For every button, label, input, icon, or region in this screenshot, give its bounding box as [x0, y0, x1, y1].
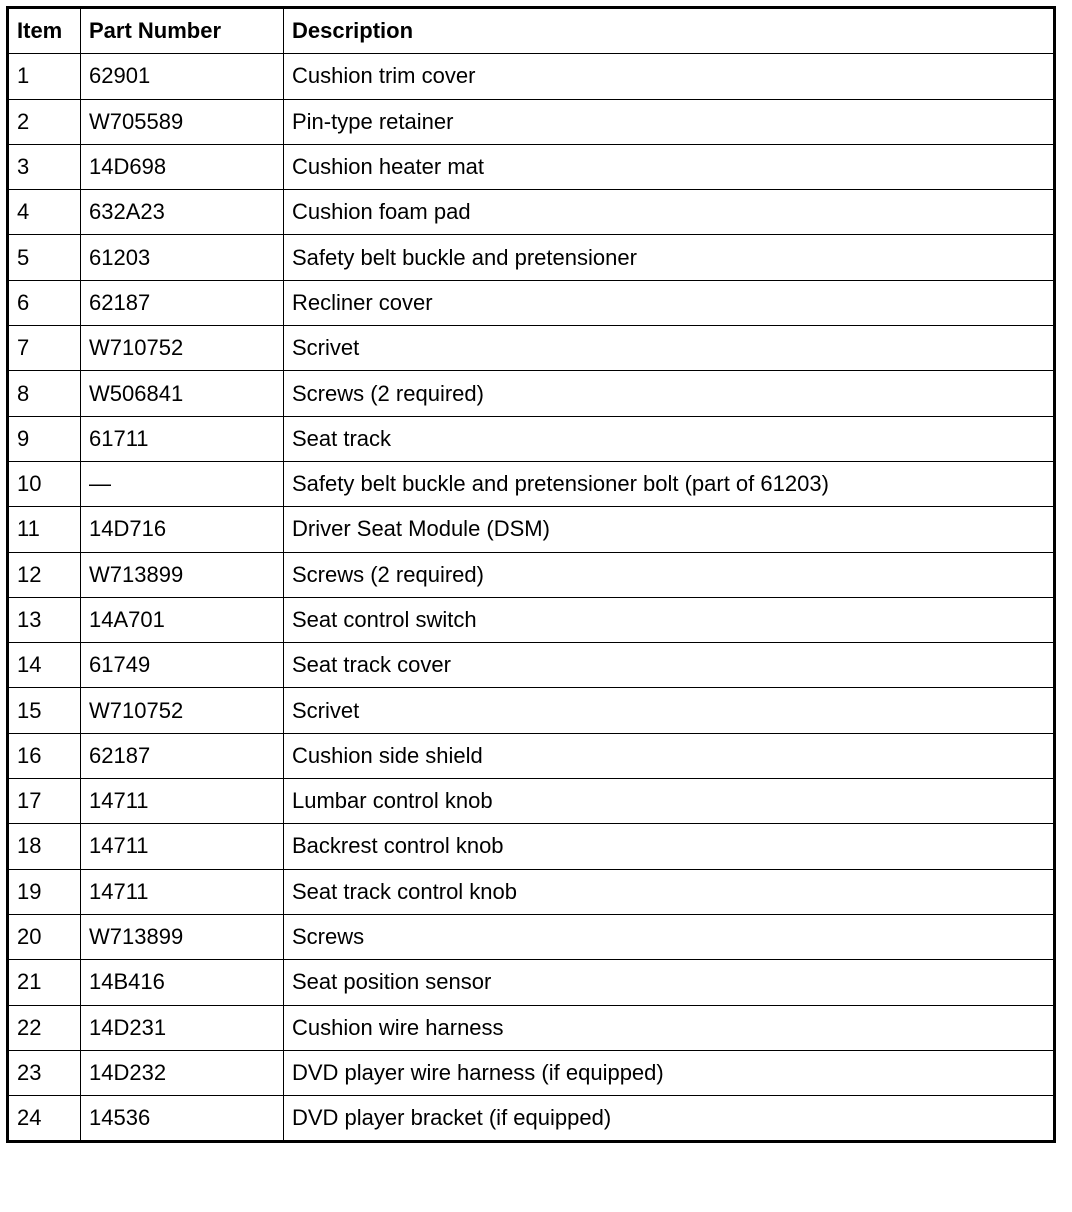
- item-cell: 22: [8, 1005, 81, 1050]
- part-number-cell: W710752: [81, 326, 284, 371]
- item-cell: 18: [8, 824, 81, 869]
- part-number-cell: 14711: [81, 824, 284, 869]
- part-number-cell: 14D231: [81, 1005, 284, 1050]
- part-number-cell: 14D698: [81, 144, 284, 189]
- description-cell: Seat track control knob: [284, 869, 1055, 914]
- description-cell: Lumbar control knob: [284, 779, 1055, 824]
- part-number-cell: 14711: [81, 869, 284, 914]
- item-cell: 8: [8, 371, 81, 416]
- table-row: [8, 824, 1055, 869]
- table-row: [8, 869, 1055, 914]
- table-row: [8, 1005, 1055, 1050]
- description-cell: DVD player wire harness (if equipped): [284, 1050, 1055, 1095]
- description-cell: Scrivet: [284, 688, 1055, 733]
- description-cell: Safety belt buckle and pretensioner bolt (part of 61203): [284, 461, 1055, 506]
- description-cell: Cushion heater mat: [284, 144, 1055, 189]
- table-row: [8, 461, 1055, 506]
- part-number-cell: 61749: [81, 643, 284, 688]
- part-number-cell: 62187: [81, 280, 284, 325]
- description-cell: Cushion side shield: [284, 733, 1055, 778]
- item-cell: 21: [8, 960, 81, 1005]
- part-number-cell: 14D716: [81, 507, 284, 552]
- description-cell: Seat track cover: [284, 643, 1055, 688]
- table-row: [8, 779, 1055, 824]
- description-cell: Seat track: [284, 416, 1055, 461]
- item-cell: 13: [8, 597, 81, 642]
- description-cell: Screws (2 required): [284, 371, 1055, 416]
- item-cell: 1: [8, 54, 81, 99]
- description-cell: Backrest control knob: [284, 824, 1055, 869]
- description-cell: DVD player bracket (if equipped): [284, 1096, 1055, 1142]
- header-description: Description: [284, 8, 1055, 54]
- part-number-cell: 14A701: [81, 597, 284, 642]
- part-number-cell: W506841: [81, 371, 284, 416]
- table-row: [8, 371, 1055, 416]
- item-cell: 23: [8, 1050, 81, 1095]
- item-cell: 10: [8, 461, 81, 506]
- table-row: [8, 190, 1055, 235]
- part-number-cell: —: [81, 461, 284, 506]
- part-number-cell: 632A23: [81, 190, 284, 235]
- item-cell: 20: [8, 914, 81, 959]
- table-row: [8, 597, 1055, 642]
- table-row: [8, 960, 1055, 1005]
- table-row: [8, 416, 1055, 461]
- table-row: [8, 733, 1055, 778]
- description-cell: Recliner cover: [284, 280, 1055, 325]
- table-row: [8, 144, 1055, 189]
- description-cell: Cushion trim cover: [284, 54, 1055, 99]
- header-part-number: Part Number: [81, 8, 284, 54]
- item-cell: 16: [8, 733, 81, 778]
- table-row: [8, 326, 1055, 371]
- header-item: Item: [8, 8, 81, 54]
- part-number-cell: W713899: [81, 552, 284, 597]
- part-number-cell: 14D232: [81, 1050, 284, 1095]
- description-cell: Screws (2 required): [284, 552, 1055, 597]
- item-cell: 14: [8, 643, 81, 688]
- item-cell: 15: [8, 688, 81, 733]
- part-number-cell: 14536: [81, 1096, 284, 1142]
- parts-table: [6, 6, 1056, 1143]
- part-number-cell: 14B416: [81, 960, 284, 1005]
- item-cell: 2: [8, 99, 81, 144]
- description-cell: Scrivet: [284, 326, 1055, 371]
- item-cell: 3: [8, 144, 81, 189]
- table-row: [8, 280, 1055, 325]
- item-cell: 19: [8, 869, 81, 914]
- item-cell: 24: [8, 1096, 81, 1142]
- item-cell: 4: [8, 190, 81, 235]
- item-cell: 6: [8, 280, 81, 325]
- item-cell: 5: [8, 235, 81, 280]
- description-cell: Pin-type retainer: [284, 99, 1055, 144]
- part-number-cell: W705589: [81, 99, 284, 144]
- description-cell: Safety belt buckle and pretensioner: [284, 235, 1055, 280]
- item-cell: 12: [8, 552, 81, 597]
- description-cell: Seat control switch: [284, 597, 1055, 642]
- table-row: [8, 99, 1055, 144]
- table-row: [8, 1050, 1055, 1095]
- table-body: [8, 54, 1055, 1142]
- description-cell: Seat position sensor: [284, 960, 1055, 1005]
- item-cell: 9: [8, 416, 81, 461]
- part-number-cell: W713899: [81, 914, 284, 959]
- item-cell: 11: [8, 507, 81, 552]
- description-cell: Cushion wire harness: [284, 1005, 1055, 1050]
- table-row: [8, 914, 1055, 959]
- item-cell: 7: [8, 326, 81, 371]
- item-cell: 17: [8, 779, 81, 824]
- table-row: [8, 1096, 1055, 1142]
- table-row: [8, 643, 1055, 688]
- table-row: [8, 235, 1055, 280]
- description-cell: Screws: [284, 914, 1055, 959]
- table-row: [8, 507, 1055, 552]
- part-number-cell: 61203: [81, 235, 284, 280]
- table-row: [8, 688, 1055, 733]
- table-row: [8, 54, 1055, 99]
- part-number-cell: W710752: [81, 688, 284, 733]
- header-row: [8, 8, 1055, 54]
- description-cell: Cushion foam pad: [284, 190, 1055, 235]
- part-number-cell: 61711: [81, 416, 284, 461]
- description-cell: Driver Seat Module (DSM): [284, 507, 1055, 552]
- part-number-cell: 62901: [81, 54, 284, 99]
- part-number-cell: 62187: [81, 733, 284, 778]
- table-header: [8, 8, 1055, 54]
- table-row: [8, 552, 1055, 597]
- part-number-cell: 14711: [81, 779, 284, 824]
